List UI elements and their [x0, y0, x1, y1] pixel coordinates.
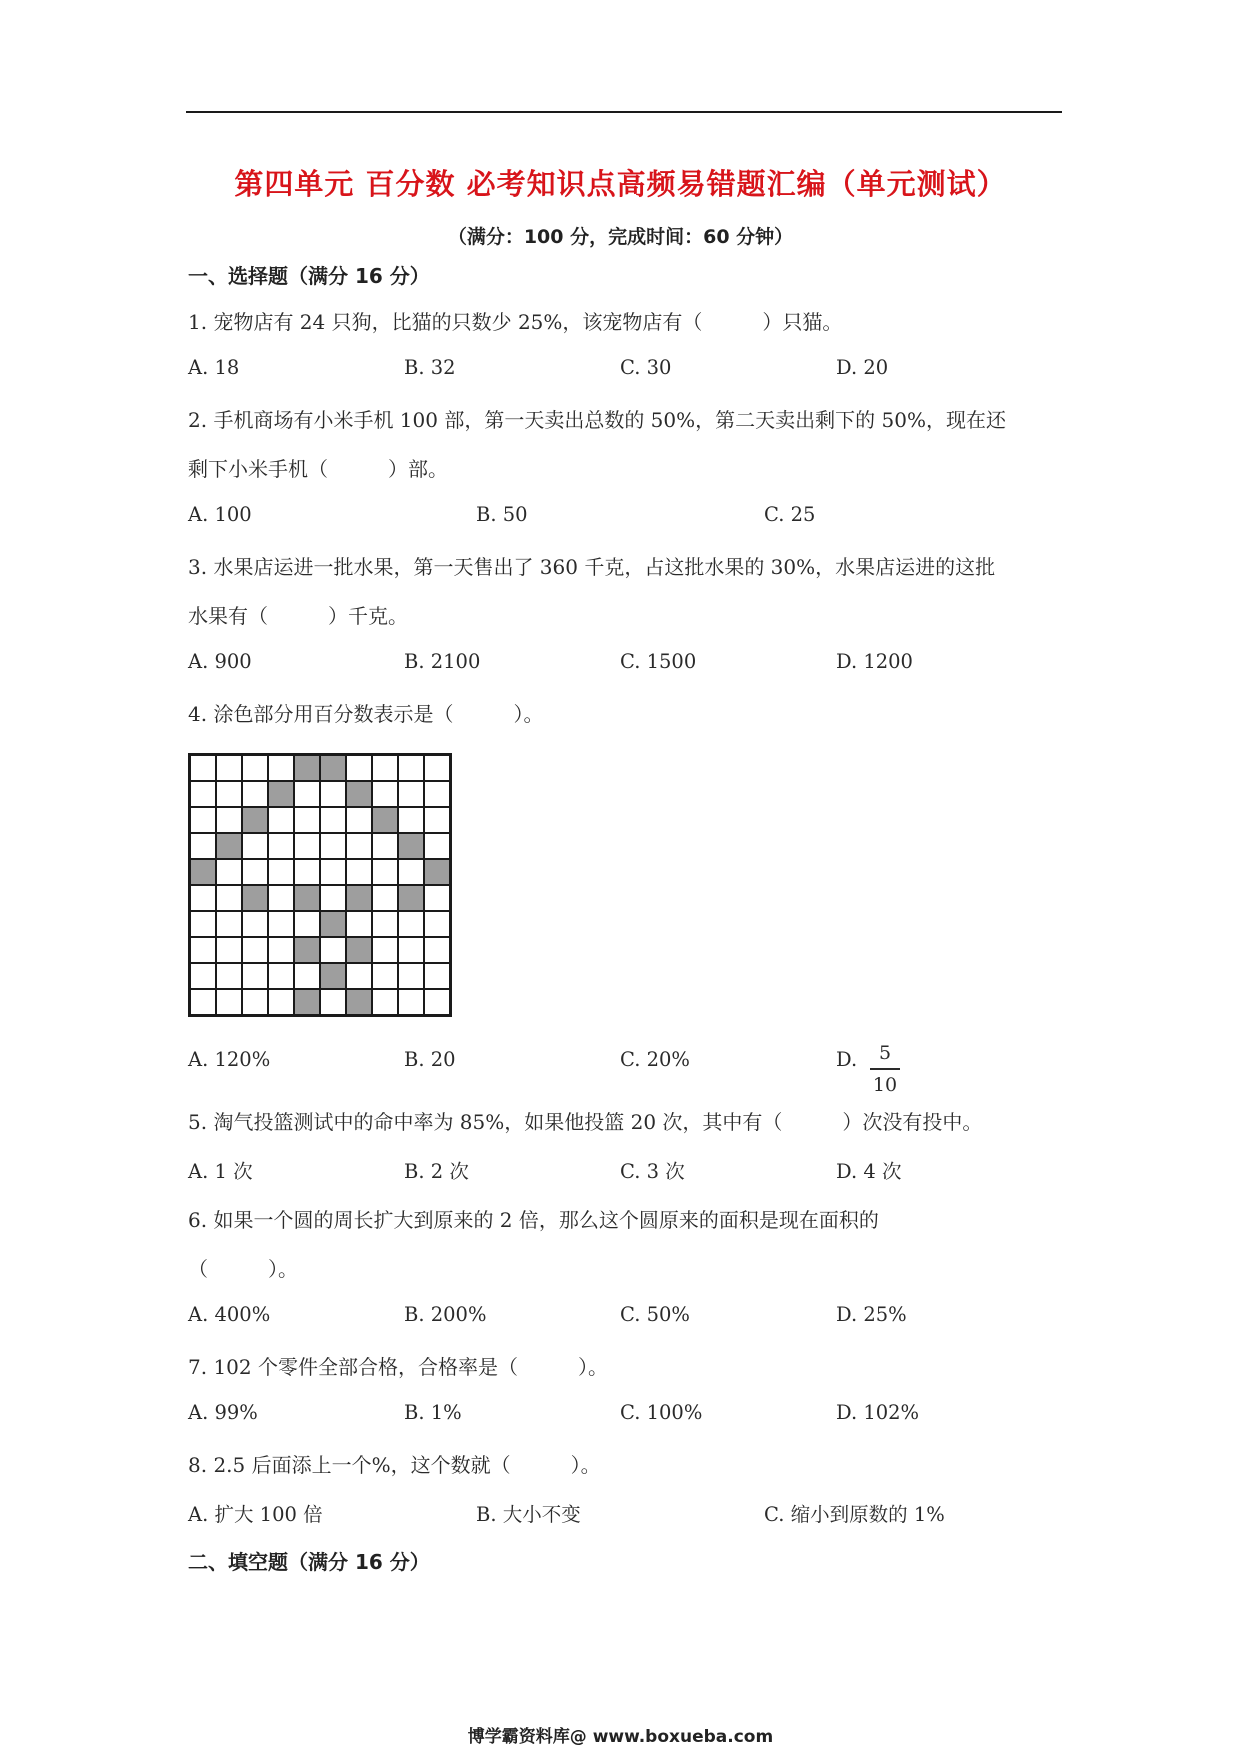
grid-cell: [268, 755, 294, 781]
grid-cell: [268, 859, 294, 885]
question-2-line-2: 剩下小米手机（ ）部。: [188, 457, 448, 481]
q3-option-a: A. 900: [188, 650, 252, 673]
grid-cell: [190, 885, 216, 911]
q2-option-a: A. 100: [188, 503, 252, 526]
grid-cell-shaded: [294, 885, 320, 911]
section-heading-choice: 一、选择题（满分 16 分）: [188, 264, 430, 288]
grid-cell: [372, 989, 398, 1015]
grid-cell: [190, 989, 216, 1015]
question-6-line-1: 6. 如果一个圆的周长扩大到原来的 2 倍，那么这个圆原来的面积是现在面积的: [188, 1208, 879, 1232]
q4-option-b: B. 20: [404, 1048, 456, 1071]
q3-option-d: D. 1200: [836, 650, 913, 673]
grid-cell-shaded: [294, 937, 320, 963]
grid-cell: [372, 885, 398, 911]
q4-option-d: D.: [836, 1048, 858, 1071]
grid-cell: [268, 989, 294, 1015]
grid-cell: [242, 859, 268, 885]
grid-cell-shaded: [346, 989, 372, 1015]
grid-cell: [320, 781, 346, 807]
section-heading-fill: 二、填空题（满分 16 分）: [188, 1550, 430, 1574]
grid-cell: [242, 911, 268, 937]
grid-cell: [268, 937, 294, 963]
q2-option-c: C. 25: [764, 503, 816, 526]
grid-cell-shaded: [398, 885, 424, 911]
grid-cell: [268, 885, 294, 911]
grid-cell: [242, 833, 268, 859]
question-8-text: 8. 2.5 后面添上一个%，这个数就（ ）。: [188, 1453, 601, 1477]
grid-cell: [372, 781, 398, 807]
grid-cell: [190, 807, 216, 833]
q7-option-a: A. 99%: [188, 1401, 258, 1424]
grid-cell: [320, 885, 346, 911]
q5-option-d: D. 4 次: [836, 1160, 902, 1183]
fraction-bar: [870, 1068, 900, 1070]
grid-cell: [346, 911, 372, 937]
q5-option-b: B. 2 次: [404, 1160, 469, 1183]
grid-cell: [372, 833, 398, 859]
grid-cell: [242, 963, 268, 989]
grid-cell: [398, 911, 424, 937]
grid-cell: [320, 833, 346, 859]
q8-option-c: C. 缩小到原数的 1%: [764, 1503, 945, 1526]
grid-cell: [242, 755, 268, 781]
shaded-grid-figure: [188, 753, 452, 1017]
grid-cell: [294, 911, 320, 937]
grid-cell: [294, 833, 320, 859]
grid-cell: [216, 989, 242, 1015]
grid-cell: [190, 937, 216, 963]
q5-option-c: C. 3 次: [620, 1160, 685, 1183]
grid-cell: [424, 807, 450, 833]
grid-cell: [398, 859, 424, 885]
grid-cell: [424, 989, 450, 1015]
grid-cell-shaded: [346, 937, 372, 963]
grid-cell: [268, 911, 294, 937]
grid-cell: [372, 963, 398, 989]
grid-cell: [216, 781, 242, 807]
grid-cell-shaded: [190, 859, 216, 885]
grid-cell: [346, 833, 372, 859]
grid-cell: [398, 963, 424, 989]
grid-cell: [372, 911, 398, 937]
q6-option-c: C. 50%: [620, 1303, 690, 1326]
grid-cell: [346, 807, 372, 833]
grid-cell-shaded: [216, 833, 242, 859]
grid-cell-shaded: [346, 781, 372, 807]
grid-cell: [424, 963, 450, 989]
question-5-text: 5. 淘气投篮测试中的命中率为 85%，如果他投篮 20 次，其中有（ ）次没有投中。: [188, 1110, 983, 1134]
grid-cell-shaded: [320, 911, 346, 937]
q1-option-c: C. 30: [620, 356, 672, 379]
grid-cell-shaded: [320, 963, 346, 989]
grid-cell-shaded: [242, 885, 268, 911]
grid-cell: [294, 807, 320, 833]
q4-option-d-fraction: [868, 1040, 902, 1098]
grid-cell: [320, 807, 346, 833]
grid-cell: [320, 937, 346, 963]
question-1-text: 1. 宠物店有 24 只狗，比猫的只数少 25%，该宠物店有（ ）只猫。: [188, 310, 843, 334]
grid-cell: [242, 937, 268, 963]
grid-cell-shaded: [320, 755, 346, 781]
question-4-text: 4. 涂色部分用百分数表示是（ ）。: [188, 702, 544, 726]
grid-cell-shaded: [242, 807, 268, 833]
grid-cell: [294, 859, 320, 885]
grid-cell: [190, 911, 216, 937]
grid-cell: [424, 781, 450, 807]
q2-option-b: B. 50: [476, 503, 528, 526]
q7-option-b: B. 1%: [404, 1401, 462, 1424]
grid-cell: [398, 781, 424, 807]
grid-cell: [320, 859, 346, 885]
grid-cell: [268, 807, 294, 833]
q6-option-a: A. 400%: [188, 1303, 271, 1326]
header-rule: [186, 111, 1062, 113]
grid-cell-shaded: [372, 807, 398, 833]
q4-option-a: A. 120%: [188, 1048, 271, 1071]
question-6-line-2: （ ）。: [188, 1257, 298, 1281]
q8-option-a: A. 扩大 100 倍: [188, 1503, 323, 1526]
grid-cell-shaded: [398, 833, 424, 859]
q4-option-c: C. 20%: [620, 1048, 690, 1071]
grid-cell: [268, 833, 294, 859]
grid-cell: [372, 859, 398, 885]
grid-cell: [320, 989, 346, 1015]
grid-cell: [424, 833, 450, 859]
q3-option-b: B. 2100: [404, 650, 481, 673]
q7-option-d: D. 102%: [836, 1401, 920, 1424]
grid-cell: [424, 755, 450, 781]
grid-cell: [190, 781, 216, 807]
q1-option-b: B. 32: [404, 356, 456, 379]
grid-cell: [242, 989, 268, 1015]
grid-cell: [216, 755, 242, 781]
grid-cell: [190, 833, 216, 859]
grid-cell: [216, 807, 242, 833]
q6-option-d: D. 25%: [836, 1303, 907, 1326]
grid-cell: [424, 911, 450, 937]
grid-cell: [346, 963, 372, 989]
grid-cell-shaded: [346, 885, 372, 911]
grid-cell: [268, 963, 294, 989]
question-3-line-1: 3. 水果店运进一批水果，第一天售出了 360 千克，占这批水果的 30%，水果店运进的这批: [188, 555, 996, 579]
grid-cell: [398, 755, 424, 781]
q6-option-b: B. 200%: [404, 1303, 487, 1326]
question-2-line-1: 2. 手机商场有小米手机 100 部，第一天卖出总数的 50%，第二天卖出剩下的 50%，现在还: [188, 408, 1006, 432]
grid-cell: [294, 963, 320, 989]
q3-option-c: C. 1500: [620, 650, 697, 673]
footer-watermark: 博学霸资料库@ www.boxueba.com: [467, 1727, 774, 1747]
grid-cell: [216, 911, 242, 937]
question-3-line-2: 水果有（ ）千克。: [188, 604, 408, 628]
q8-option-b: B. 大小不变: [476, 1503, 581, 1526]
grid-cell: [216, 885, 242, 911]
q5-option-a: A. 1 次: [188, 1160, 253, 1183]
grid-cell-shaded: [294, 989, 320, 1015]
grid-cell: [398, 937, 424, 963]
grid-cell: [216, 937, 242, 963]
page-title: 第四单元 百分数 必考知识点高频易错题汇编（单元测试）: [234, 167, 1007, 201]
grid-cell: [398, 807, 424, 833]
grid-cell: [190, 755, 216, 781]
grid-cell-shaded: [294, 755, 320, 781]
grid-cell-shaded: [268, 781, 294, 807]
grid-cell-shaded: [424, 859, 450, 885]
grid-cell: [216, 963, 242, 989]
page-subtitle: （满分：100 分，完成时间：60 分钟）: [447, 226, 794, 248]
q1-option-a: A. 18: [188, 356, 240, 379]
grid-cell: [424, 937, 450, 963]
grid-cell: [346, 859, 372, 885]
q7-option-c: C. 100%: [620, 1401, 703, 1424]
question-7-text: 7. 102 个零件全部合格，合格率是（ ）。: [188, 1355, 608, 1379]
fraction-numerator: 5: [878, 1042, 892, 1064]
grid-cell: [346, 755, 372, 781]
q1-option-d: D. 20: [836, 356, 889, 379]
grid-cell: [294, 781, 320, 807]
grid-cell: [216, 859, 242, 885]
grid-cell: [372, 937, 398, 963]
grid-cell: [242, 781, 268, 807]
grid-cell: [190, 963, 216, 989]
fraction-denominator: 10: [872, 1073, 898, 1096]
grid-cell: [424, 885, 450, 911]
grid-cell: [398, 989, 424, 1015]
grid-cell: [372, 755, 398, 781]
